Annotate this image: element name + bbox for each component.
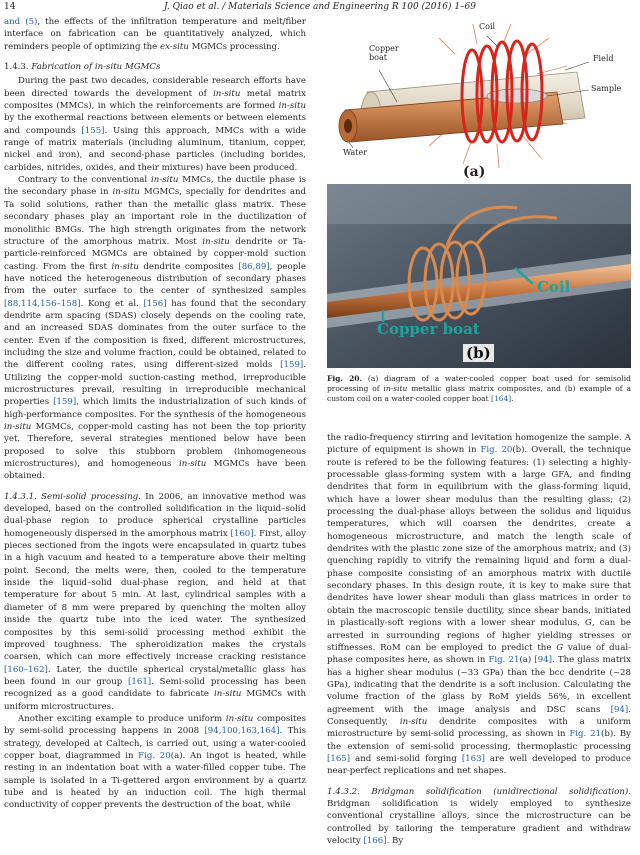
ref-link[interactable]: [88,114,156–158] — [4, 298, 81, 309]
figure-20b-photo — [327, 184, 631, 368]
ref-link[interactable]: [160–162] — [4, 664, 48, 675]
ref-link[interactable]: [164] — [491, 394, 512, 403]
equipment-photo — [327, 184, 631, 368]
paragraph-semi-solid: 1.4.3.1. Semi-solid processing. In 2006, an innovative method was developed, based on the controlled solidification in the liquid–solid dual-phase region to produce spherical crystalline particles homogeneously dispersed in the amorphous matrix [160]. First, alloy pieces sectioned from the ingots were encapsulated in quartz tubes in a high vacuum and heated to a temperature above their melting point. Second, the melts were, then, cooled to the temperature inside the liquid–solid dual-phase region, and held at that temperature for about 5 min. At last, cylindrical samples with a diameter of 8 mm were prepared by quenching the molten alloy inside the quartz tube into the iced water. The synthesized composites by this semi-solid processing method exhibit the improved toughness. The spheroidization makes the crystals coarsen, which can more effectively increase cracking resistance [160–162]. Later, the ductile spherical crystal/metallic glass has been found in our group [161]. Semi-solid processing has been recognized as a good candidate to fabricate in-situ MGMCs with uniform microstructures. — [4, 491, 306, 712]
photo-label-coil: Coil — [537, 278, 571, 296]
photo-label-copper-boat: Copper boat — [377, 320, 480, 338]
panel-label-a: (a) — [463, 164, 486, 180]
ref-link[interactable]: [163] — [461, 753, 485, 764]
ref-link[interactable]: [94] — [534, 655, 553, 666]
fig-link[interactable]: Fig. 21 — [569, 729, 602, 740]
ref-link[interactable]: [156] — [143, 298, 167, 309]
paragraph-caltech: Another exciting example to produce uniform in-situ composites by semi-solid processing happens in 2008 [94,100,163,164]. This strategy, developed at Caltech, is carried out, using a water-cooled copper boat, diagrammed in Fig. 20(a). An ingot is heated, while resting in an indentation boat with a water-filled copper tube. The sample is isolated in a Ti-gettered argon environment by a quartz tube and is heated by an induction coil. The high thermal conductivity of copper prevents the destruction of the boat, while — [4, 713, 307, 811]
paragraph-ductile-phase: Contrary to the conventional in-situ MMCs, the ductile phase is the secondary phase in in-situ MGMCs, specially for dendrites and Ta solid solutions, rather than the metallic glass matrix. These secondary phases play an important role in the ductilization of monolithic BMGs. The high strength originates from the network structure of the amorphous matrix. Most in-situ dendrite or Ta-particle-reinforced MGMCs are obtained by copper-mold suction casting. From the first in-situ dendrite composites [86,89], people have noticed the heterogeneous distribution of secondary phases from the outer surface to the center of synthesized samples [88,114,156–158]. Kong et al. [156] has found that the secondary dendrite arm spacing (SDAS) closely depends on the cooling rate, and an increased SDAS dominates from the outer surface to the center. Even if the composition is fixed, different microstructures, including the size and volume fraction, could be obtained, related to the different cooling rates, using different-sized molds [159]. Utilizing the copper-mold suction-casting method, irreproducible microstructures prevail, resulting in irreproducible mechanical properties [159], which limits the industrialization of such kinds of high-performance composites. For the synthesis of the homogeneous in-situ MGMCs, copper-mold casting has not been the top priority yet. Therefore, several strategies mentioned below have been proposed to solve this stubborn problem (inhomogeneous microstructures), and homogeneous in-situ MGMCs have been obtained. — [4, 175, 307, 482]
fig-link[interactable]: Fig. 20 — [138, 750, 171, 761]
ref-link[interactable]: [160] — [230, 528, 254, 539]
ref-link[interactable]: [86,89] — [238, 261, 270, 272]
ref-link[interactable]: [159] — [53, 397, 77, 408]
ref-link[interactable]: [94,100,163,164] — [204, 726, 280, 737]
ref-link[interactable]: [165] — [327, 753, 351, 764]
paragraph-bridgman: 1.4.3.2. Bridgman solidification (unidirectional solidification). Bridgman solidification is widely employed to synthesize conventional crystalline alloys, since the microstructure can be controlled by tailoring the temperature gradient and withdraw velocity [166]. By — [327, 786, 631, 846]
paragraph-insitu-mmc: During the past two decades, considerable research efforts have been directed towards the development of in-situ metal matrix composites (MMCs), in which the reinforcements are formed in-situ by the exothermal reactions between elements or between elements and compounds [155]. Using this approach, MMCs with a wide range of matrix materials (including aluminum, titanium, copper, nickel and iron), and second-phase particles (including borides, carbides, nitrides, oxides, and their mixtures) have been produced. — [4, 76, 307, 173]
paragraph-continued: and (5), the effects of the infiltration temperature and melt/fiber interface on fabrication can be quantitatively analyzed, which reminders people of optimizing the ex-situ MGMCs processing. — [4, 17, 306, 52]
paragraph-rf-stirring: the radio-frequency stirring and levitation homogenize the sample. A picture of equipment is shown in Fig. 20(b). Overall, the technique route is refered to be the following features: (1) selecting a highly-processable glass-forming system with a large GFA, and finding dendrites that form in equilibrium with the glass-forming liquid, which have a lower shear modulus than the resulting glass; (2) processing the dual-phase alloys between the solidus and liquidus temperatures, which will coarsen the dendrites, create a homogeneous microstructure, and match the length scale of dendrites with the plastic zone size of the amorphous matrix; and (3) quenching rapidly to vitrify the remaining liquid and form a dual-phase composite consisting of an amorphous matrix with ductile secondary phases. In this design route, it is key to make sure that dendrites have lower shear moduli than glass matrices in order to obtain the macroscopic tensile ductility, since shear bands, initiated in plastically-soft regions with a lower shear modulus, G, can be arrested in surrounding regions of higher yielding stresses or stiffnesses. RoM can be employed to predict the G value of dual-phase composites here, as shown in Fig. 21(a) [94]. The glass matrix has a higher shear modulus (~33 GPa) than the bcc dendrite (~28 GPa), indicating that the dendrite is a soft inclusion. Calculating the volume fraction of the glass by RoM yields 56%, in excellent agreement with the image analysis and DSC scans [94]. Consequently, in-situ dendrite composites with a uniform microstructure by semi-solid processing, as shown in Fig. 21(b). By the extension of semi-solid processing, thermoplastic processing [165] and semi-solid forging [163] are well developed to produce near-perfect replications and net shapes. — [327, 433, 631, 777]
label-coil: Coil — [479, 22, 496, 31]
eq-link[interactable]: and (5) — [4, 17, 38, 27]
label-water: Water — [343, 148, 368, 157]
label-copper-boat: Copper boat — [369, 44, 399, 62]
label-sample: Sample — [591, 84, 622, 93]
fig-link[interactable]: Fig. 21 — [488, 655, 520, 666]
ref-link[interactable]: [166] — [363, 836, 387, 846]
ref-link[interactable]: [155] — [81, 125, 105, 136]
section-heading-1-4-3-1: 1.4.3.1. Semi-solid processing. — [4, 491, 141, 502]
page-number: 14 — [4, 2, 16, 12]
right-column — [327, 432, 631, 847]
ref-link[interactable]: [94] — [610, 704, 629, 715]
section-heading-1-4-3-2: 1.4.3.2. Bridgman solidification (unidirectional solidification). — [327, 786, 631, 797]
ref-link[interactable]: [159] — [280, 360, 304, 371]
panel-label-b: (b) — [463, 344, 494, 362]
journal-citation: J. Qiao et al. / Materials Science and Engineering R 100 (2016) 1–69 — [163, 2, 477, 12]
ref-link[interactable]: [161] — [128, 676, 152, 687]
label-field: Field — [593, 54, 614, 63]
figure-20-caption: Fig. 20. (a) diagram of a water-cooled copper boat used for semisolid processing of in-situ metallic glass matrix composites, and (b) example of a custom coil on a water-cooled copper boat [164]. — [327, 374, 631, 403]
fig-link[interactable]: Fig. 20 — [480, 445, 513, 456]
left-column — [4, 16, 306, 812]
section-heading-1-4-3: 1.4.3. Fabrication of in-situ MGMCs — [4, 62, 161, 73]
copper-boat-diagram — [327, 14, 631, 182]
figure-20a-diagram — [327, 14, 631, 182]
